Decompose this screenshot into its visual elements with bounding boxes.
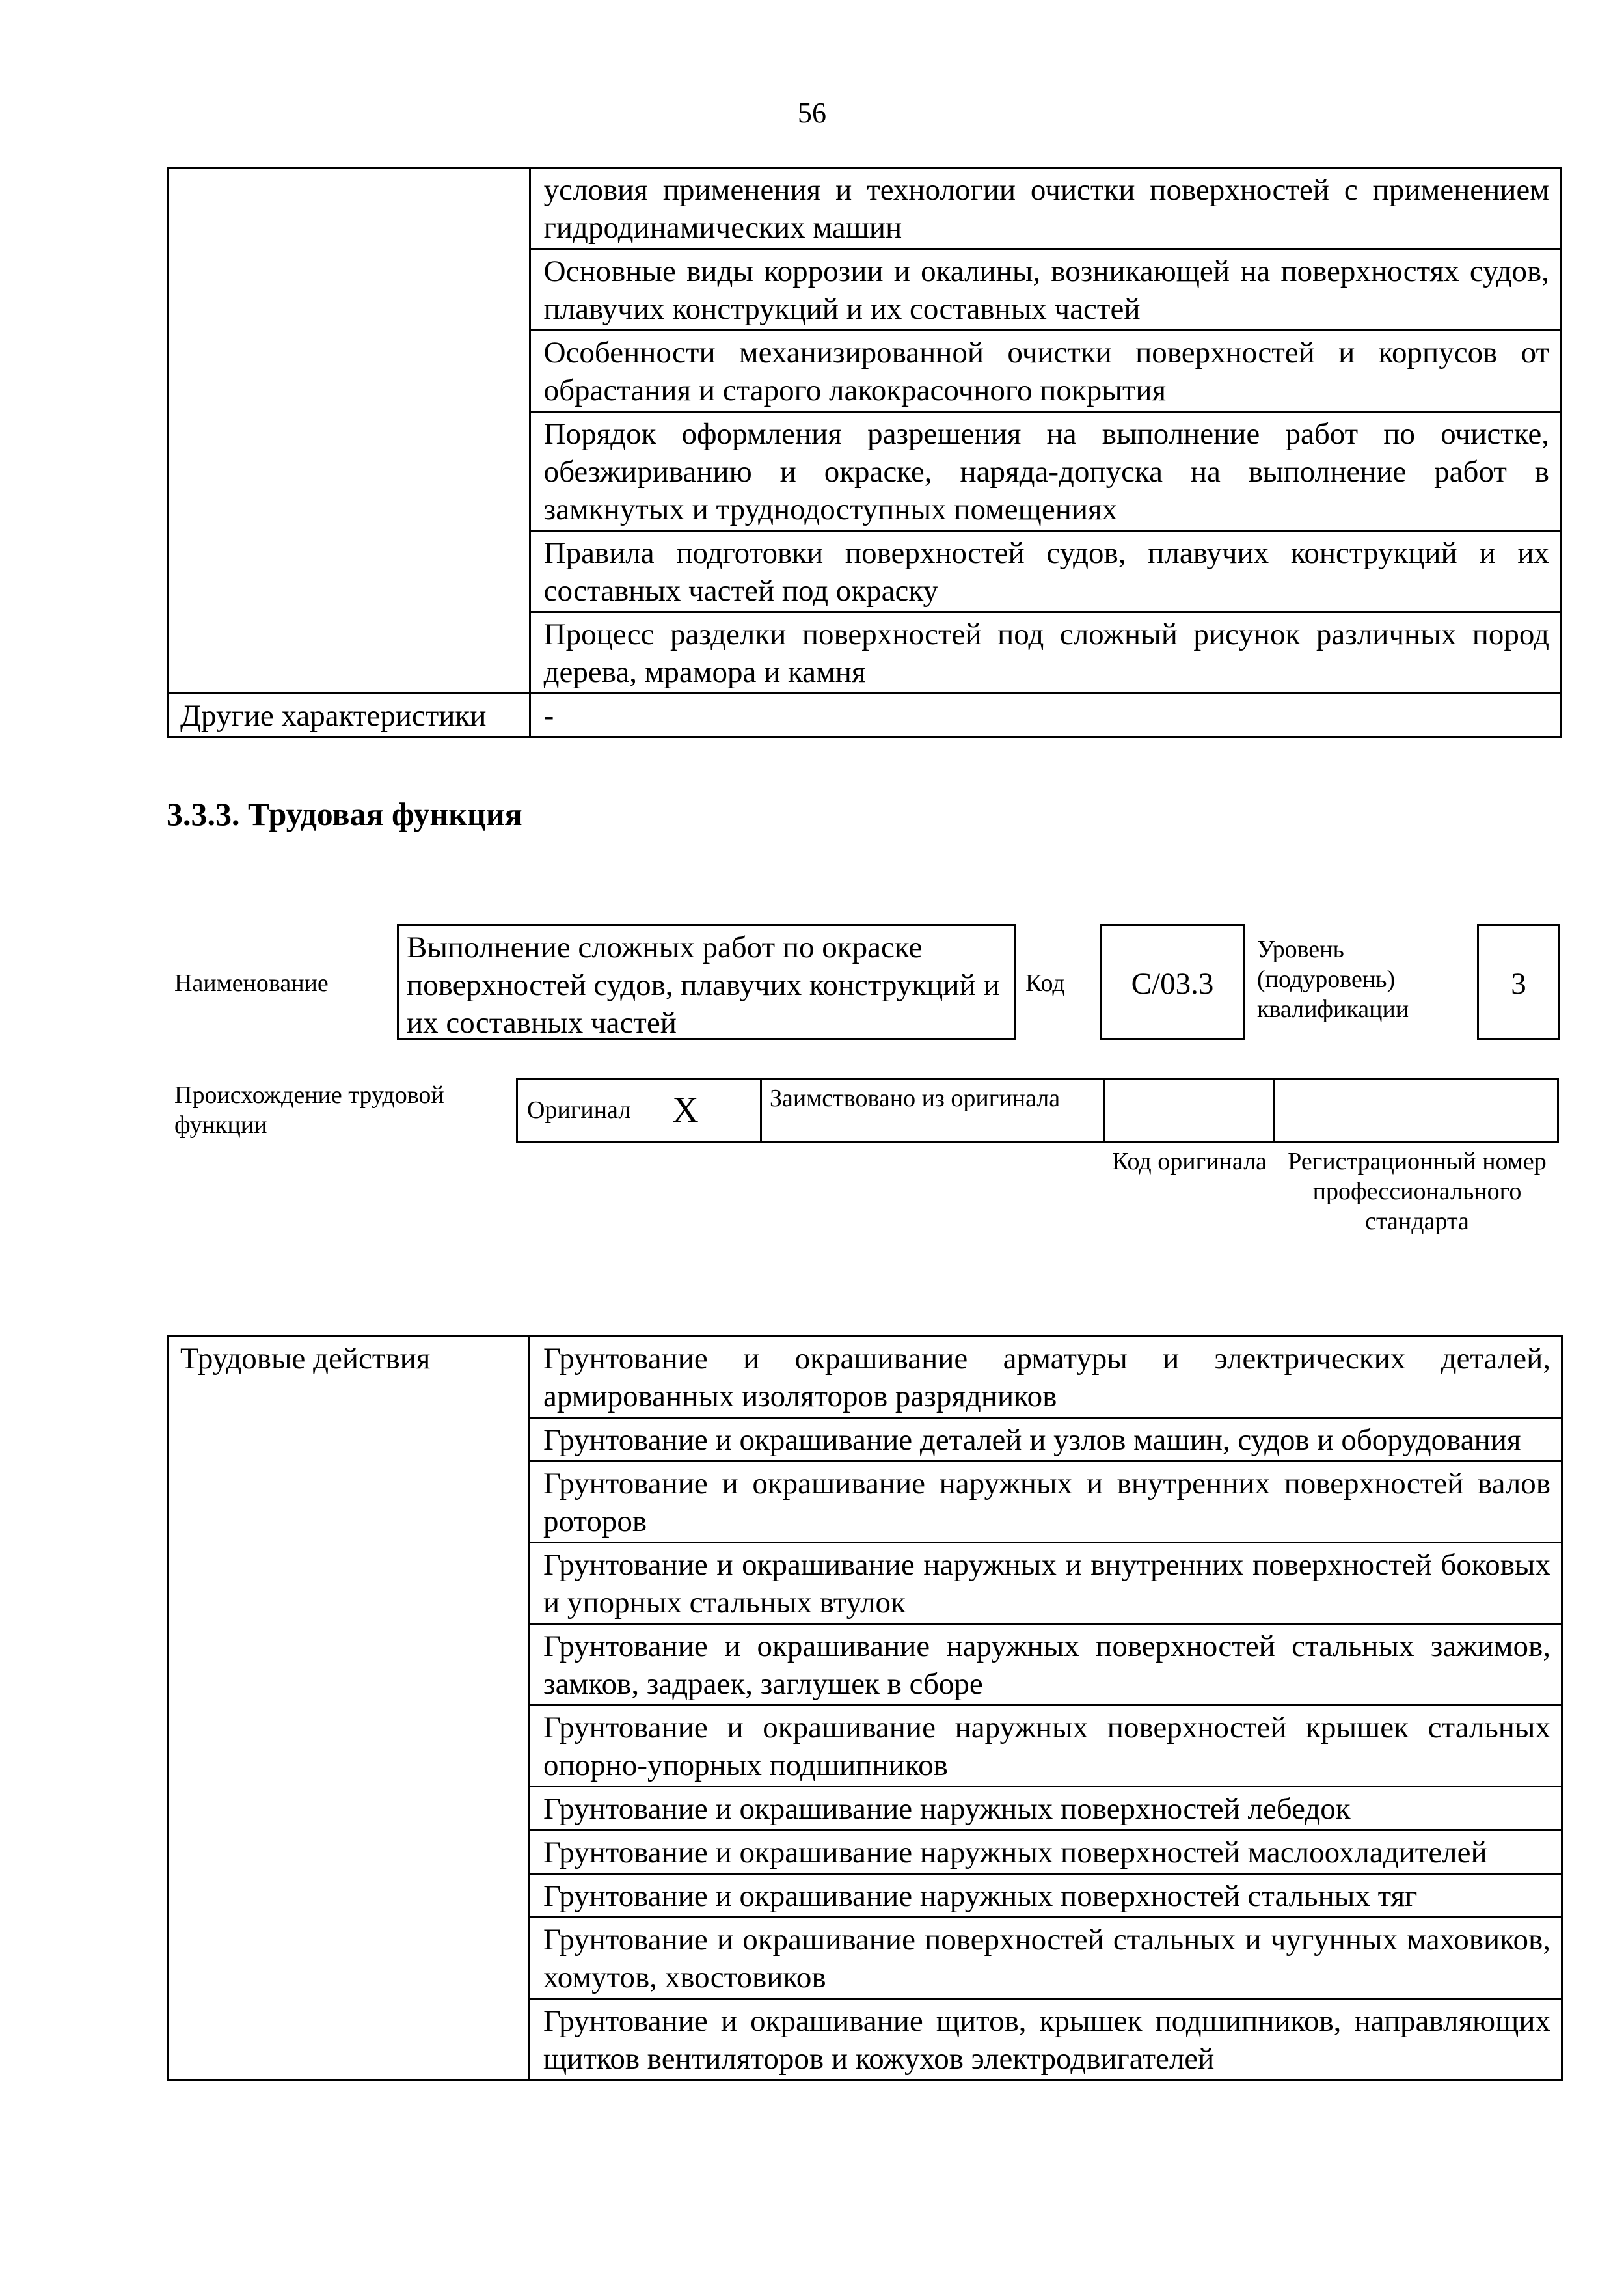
labor-actions-label: Трудовые действия: [180, 1342, 431, 1376]
labor-actions-label-cell: [168, 1337, 530, 2080]
code-value-box: С/03.3: [1100, 924, 1245, 1040]
empty-left-cell: [168, 168, 530, 694]
list-item: Грунтование и окрашивание наружных поверхностей стальных зажимов, замков, задраек, заглушек в сборе: [543, 1629, 1550, 1701]
list-item: условия применения и технологии очистки поверхностей с применением гидродинамических машин: [543, 173, 1549, 245]
table-row: [530, 1830, 1562, 1874]
original-mark: X: [672, 1090, 699, 1130]
table-row: [530, 1337, 1562, 1418]
origin-label: Происхождение трудовой функции: [174, 1081, 444, 1139]
table-row: [530, 249, 1560, 331]
other-characteristics-value: -: [543, 699, 554, 733]
table-row: [530, 412, 1560, 531]
table-row: [530, 331, 1560, 412]
other-characteristics-label: Другие характеристики: [180, 699, 487, 733]
list-item: Особенности механизированной очистки поверхностей и корпусов от обрастания и старого лакокрасочного покрытия: [543, 336, 1549, 407]
table-row: [530, 168, 1560, 249]
original-code-caption: Код оригинала: [1112, 1148, 1267, 1175]
list-item: Грунтование и окрашивание наружных поверхностей крышек стальных опорно-упорных подшипников: [543, 1711, 1550, 1782]
labor-actions-table: [167, 1335, 1563, 2081]
registration-number-caption: Регистрационный номер профессионального стандарта: [1288, 1148, 1547, 1235]
table-row: [530, 1705, 1562, 1787]
code-label: Код: [1025, 970, 1065, 997]
table-row: [530, 612, 1560, 694]
table-row: [530, 1787, 1562, 1830]
knowledge-table-continuation: [167, 167, 1562, 738]
borrowed-cell: Заимствовано из оригинала: [760, 1078, 1105, 1143]
table-row: [530, 1418, 1562, 1461]
list-item: Процесс разделки поверхностей под сложный рисунок различных пород дерева, мрамора и камня: [543, 618, 1549, 689]
list-item: Правила подготовки поверхностей судов, плавучих конструкций и их составных частей под окраску: [543, 536, 1549, 608]
list-item: Грунтование и окрашивание наружных и внутренних поверхностей валов роторов: [543, 1467, 1550, 1538]
qualification-level-box: 3: [1477, 924, 1560, 1040]
table-row: [530, 1624, 1562, 1705]
origin-row: [518, 1078, 1559, 1143]
original-code-cell: [1103, 1078, 1275, 1143]
function-name-box: Выполнение сложных работ по окраске поверхностей судов, плавучих конструкций и их составных частей: [397, 924, 1016, 1040]
original-label: Оригинал: [527, 1096, 631, 1124]
original-cell: [516, 1078, 762, 1143]
page-number: 56: [798, 97, 826, 129]
table-row: [530, 1874, 1562, 1918]
table-row: [530, 1461, 1562, 1543]
section-heading: 3.3.3. Трудовая функция: [167, 796, 522, 832]
table-row: [530, 531, 1560, 612]
name-label: Наименование: [174, 970, 329, 997]
other-characteristics-value-cell: [530, 694, 1560, 737]
list-item: Грунтование и окрашивание наружных и внутренних поверхностей боковых и упорных стальных втулок: [543, 1548, 1550, 1620]
table-row: [530, 1999, 1562, 2080]
table-row: [530, 1918, 1562, 1999]
list-item: Грунтование и окрашивание арматуры и электрических деталей, армированных изоляторов разрядников: [543, 1342, 1550, 1413]
registration-number-cell: [1273, 1078, 1559, 1143]
list-item: Грунтование и окрашивание наружных поверхностей стальных тяг: [543, 1879, 1418, 1913]
other-characteristics-label-cell: [168, 694, 530, 737]
list-item: Грунтование и окрашивание щитов, крышек подшипников, направляющих щитков вентиляторов и кожухов электродвигателей: [543, 2004, 1550, 2076]
list-item: Грунтование и окрашивание наружных поверхностей маслоохладителей: [543, 1836, 1487, 1869]
list-item: Основные виды коррозии и окалины, возникающей на поверхностях судов, плавучих конструкций и их составных частей: [543, 254, 1549, 326]
list-item: Порядок оформления разрешения на выполнение работ по очистке, обезжириванию и окраске, наряда-допуска на выполнение работ в замкнутых и труднодоступных помещениях: [543, 417, 1549, 526]
list-item: Грунтование и окрашивание наружных поверхностей лебедок: [543, 1792, 1351, 1826]
qualification-level-label: Уровень (подуровень) квалификации: [1257, 936, 1409, 1023]
list-item: Грунтование и окрашивание деталей и узлов машин, судов и оборудования: [543, 1423, 1521, 1457]
list-item: Грунтование и окрашивание поверхностей стальных и чугунных маховиков, хомутов, хвостовиков: [543, 1923, 1550, 1994]
table-row: [530, 1543, 1562, 1624]
